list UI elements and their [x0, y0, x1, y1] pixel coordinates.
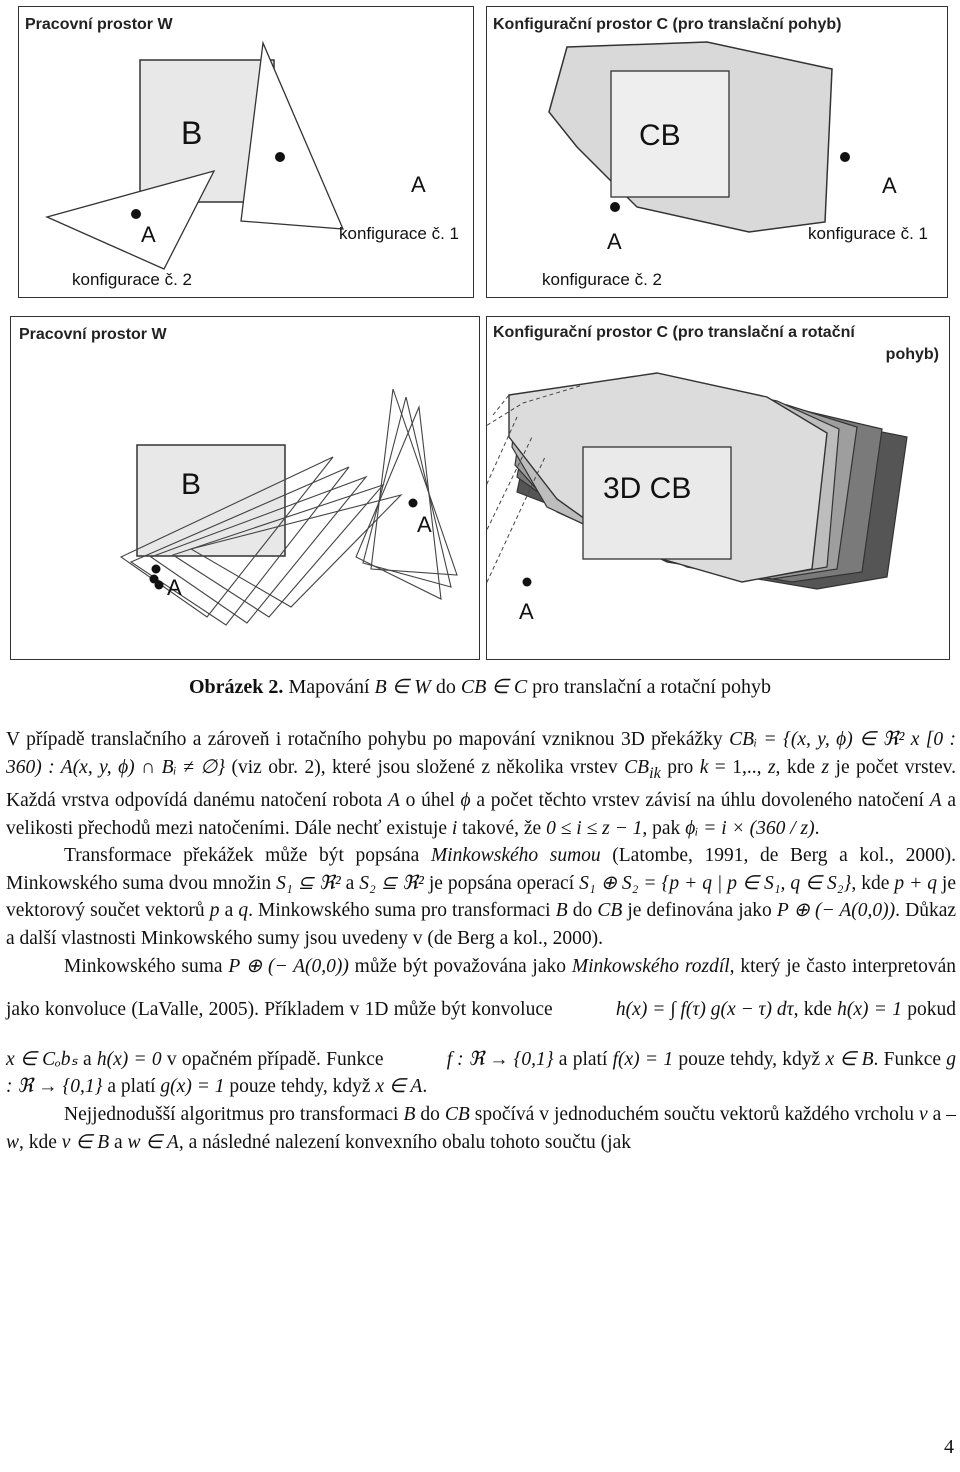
caption-math-bw: B ∈ W: [374, 676, 431, 698]
figure2-configspace-title-line1: Konfigurační prostor C (pro translační a rotační: [493, 324, 855, 341]
p2-text: je vektorový součet vektorů: [6, 872, 957, 922]
p3-text: , kde: [793, 999, 838, 1021]
figure2-configspace-panel: [486, 316, 950, 660]
p1-inequality: 0 ≤ i ≤ z − 1: [546, 817, 643, 839]
p2-text: . Důkaz a další vlastnosti Minkowského sumy jsou uvedeny v (de Berg a kol., 2000).: [6, 900, 957, 950]
p1-text: nechť existuje: [336, 817, 452, 839]
p2-text: a: [340, 872, 360, 894]
figure2-workspace-title: Pracovní prostor W: [19, 326, 167, 343]
reference-point-dot: [409, 499, 418, 508]
figure1-workspace-panel: [18, 6, 474, 298]
caption-text-a: Mapování: [288, 676, 370, 698]
p1-z: z: [821, 756, 830, 778]
p1-text: .: [814, 817, 820, 839]
body-text: [6, 726, 956, 1156]
p1-formula-phi: ϕᵢ = i × (360 / z): [685, 817, 815, 839]
reference-point-dot: [523, 578, 532, 587]
layer-projection-line: [493, 395, 509, 415]
p1-i: i: [451, 817, 458, 839]
p3-convolution: h(x) = ∫ f(τ) g(x − τ) dτ: [615, 999, 794, 1021]
p3-text: a platí: [553, 1048, 613, 1070]
p1-a: A: [388, 790, 400, 812]
figure1-configspace-title: Konfigurační prostor C (pro translační pohyb): [493, 16, 842, 33]
caption-text-c: pro translační a rotační pohyb: [532, 676, 771, 698]
robot-label-config1: A: [882, 173, 897, 198]
config1-label: konfigurace č. 1: [808, 224, 929, 243]
figure2-configspace-drawing: [487, 317, 950, 660]
p1-text: = 1,..,: [708, 756, 768, 778]
p3-text: . Funkce: [873, 1048, 947, 1070]
p4-text: , kde: [19, 1131, 62, 1153]
p2-text: a: [219, 900, 239, 922]
reference-point-dot: [152, 565, 161, 574]
robot-label: A: [417, 512, 432, 537]
reference-point-dot: [275, 152, 285, 162]
p1-text: je počet vrstev. Každá vrstva odpovídá danému natočení robota: [6, 756, 956, 812]
config1-label: konfigurace č. 1: [339, 224, 460, 243]
p4-v-in-b: v ∈ B: [61, 1131, 110, 1153]
p3-x-in-b: x ∈ B: [825, 1048, 874, 1070]
p3-x-cobs: x ∈ Cₒbₛ: [6, 1048, 78, 1070]
paragraph-1: [6, 726, 956, 842]
caption-label: Obrázek 2.: [189, 676, 284, 698]
robot-label: A: [167, 575, 182, 600]
p1-phi: ϕ: [460, 790, 471, 812]
p1-text: a počet těchto vrstev závisí na úhlu dovoleného natočení: [476, 790, 930, 812]
p3-text: pokud: [901, 999, 956, 1021]
figure2-configspace-title-line2: pohyb): [885, 346, 939, 363]
p3-text: pouze: [224, 1076, 276, 1098]
p1-formula-cbi: CBᵢ = {(x, y, ϕ) ∈ ℜ² x [0 : 360) : A(x, y, ϕ) ∩ Bᵢ ≠ ∅}: [6, 729, 957, 778]
reference-point-dot: [131, 209, 141, 219]
p2-q: q: [238, 900, 249, 922]
p1-text: V případě translačního a zároveň i rotačního pohybu po mapování vzniknou 3D překážky: [6, 729, 723, 750]
paragraph-2: [6, 842, 956, 952]
figure2-workspace-panel: [10, 316, 480, 660]
p4-text: , a následné nalezení konvexního obalu tohoto součtu (jak: [178, 1131, 631, 1153]
p2-formula: S₁ ⊕ S₂ = {p + q | p ∈ S₁, q ∈ S₂}: [579, 872, 852, 894]
p2-formula2: P ⊕ (− A(0,0)): [776, 900, 896, 922]
p2-p: p: [209, 900, 220, 922]
p2-text: do: [567, 900, 598, 922]
p1-text: (viz obr. 2), které jsou složené z několika vrstev: [225, 756, 618, 778]
p1-text: , kde: [775, 756, 822, 778]
reference-point-dot: [155, 581, 164, 590]
p2-text: je definována jako: [622, 900, 777, 922]
p3-text: pouze tehdy, když: [673, 1048, 826, 1070]
obstacle-label: B: [181, 115, 203, 151]
robot-label: A: [519, 599, 534, 624]
p1-a: A: [929, 790, 942, 812]
p3-text: a: [77, 1048, 97, 1070]
caption-text-b: do: [435, 676, 456, 698]
p1-text: o úhel: [399, 790, 461, 812]
p2-s2: S₂ ⊆ ℜ²: [359, 872, 424, 894]
p4-text: do: [415, 1104, 445, 1126]
p3-minkowski-difference: Minkowského rozdíl: [571, 955, 730, 977]
paragraph-4: [6, 1101, 956, 1156]
config2-label: konfigurace č. 2: [72, 270, 193, 289]
p2-text: . Minkowského suma pro transformaci: [248, 900, 556, 922]
p2-minkowski-sum: Minkowského sumou: [430, 845, 601, 867]
p1-sub-ik: ik: [649, 763, 661, 782]
figure1-workspace-drawing: [19, 7, 474, 298]
p2-cb: CB: [597, 900, 623, 922]
robot-label-config2: A: [607, 229, 622, 254]
p4-minus-w: –w: [6, 1104, 957, 1153]
p1-cb: CB: [624, 756, 650, 778]
p2-text: je popsána operací: [423, 872, 580, 894]
p2-s1: S₁ ⊆ ℜ²: [276, 872, 341, 894]
figure-caption: [0, 674, 960, 699]
p2-text: (Latombe, 1991, de Berg a kol., 2000). Minkowského suma dvou množin: [6, 845, 956, 894]
p3-text: Minkowského suma: [64, 955, 229, 977]
obstacle-label: CB: [639, 119, 681, 152]
paragraph-3: [6, 953, 956, 1101]
robot-label-config2: A: [141, 222, 156, 247]
p3-f-map: f : ℜ → {0,1}: [446, 1048, 554, 1070]
p1-text: , pak: [642, 817, 686, 839]
p3-formula: P ⊕ (− A(0,0)): [228, 955, 349, 977]
p1-text: takové, že: [457, 817, 547, 839]
p2-pq: p + q: [894, 872, 937, 894]
p4-cb: CB: [444, 1104, 470, 1126]
p3-g-map: g : ℜ → {0,1}: [6, 1048, 957, 1098]
p3-x-in-a: x ∈ A: [375, 1076, 423, 1098]
p4-w-in-a: w ∈ A: [127, 1131, 179, 1153]
p2-b: B: [555, 900, 568, 922]
robot-triangle-config2: [47, 171, 214, 269]
p3-text: v opačném případě. Funkce: [161, 1048, 384, 1070]
p1-k: k: [699, 756, 709, 778]
reference-point-dot: [610, 202, 620, 212]
p4-b: B: [403, 1104, 416, 1126]
p3-gx1: g(x) = 1: [160, 1076, 225, 1098]
p3-hx0: h(x) = 0: [96, 1048, 162, 1070]
p1-text: a velikosti přechodů mezi natočeními. Dále: [6, 790, 956, 839]
p3-text: a platí: [102, 1076, 161, 1098]
obstacle-label: B: [181, 468, 202, 501]
robot-label-config1: A: [411, 172, 426, 197]
p3-text: tehdy, když: [280, 1076, 376, 1098]
config2-label: konfigurace č. 2: [542, 270, 663, 289]
p4-text: Nejjednodušší algoritmus pro transformaci: [64, 1104, 404, 1126]
p3-text: , který je často interpretován jako konvoluce (LaValle, 2005). Příkladem v 1D může být konvoluce: [6, 955, 957, 1021]
p2-text: , kde: [851, 872, 895, 894]
figure1-workspace-title: Pracovní prostor W: [25, 16, 173, 33]
p1-text: pro: [660, 756, 700, 778]
p3-text: může být považována jako: [348, 955, 572, 977]
caption-math-cbc: CB ∈ C: [460, 676, 528, 698]
p3-fx1: f(x) = 1: [612, 1048, 674, 1070]
p4-text: a: [927, 1104, 947, 1126]
figure1-configspace-drawing: [487, 7, 948, 298]
p3-text: .: [422, 1076, 428, 1098]
robot-rotated-layer: [363, 397, 451, 587]
p2-text: Transformace překážek může být popsána: [64, 845, 431, 867]
figure2-workspace-drawing: [11, 317, 480, 660]
p3-hx1: h(x) = 1: [837, 999, 902, 1021]
p4-text: spočívá v jednoduchém součtu vektorů každého vrcholu: [469, 1104, 919, 1126]
figure1-configspace-panel: [486, 6, 948, 298]
page-number: 4: [944, 1436, 954, 1458]
p4-v: v: [918, 1104, 928, 1126]
obstacle-label: 3D CB: [603, 472, 692, 505]
reference-point-dot: [840, 152, 850, 162]
p4-text: a: [109, 1131, 128, 1153]
p1-z: z: [767, 756, 776, 778]
